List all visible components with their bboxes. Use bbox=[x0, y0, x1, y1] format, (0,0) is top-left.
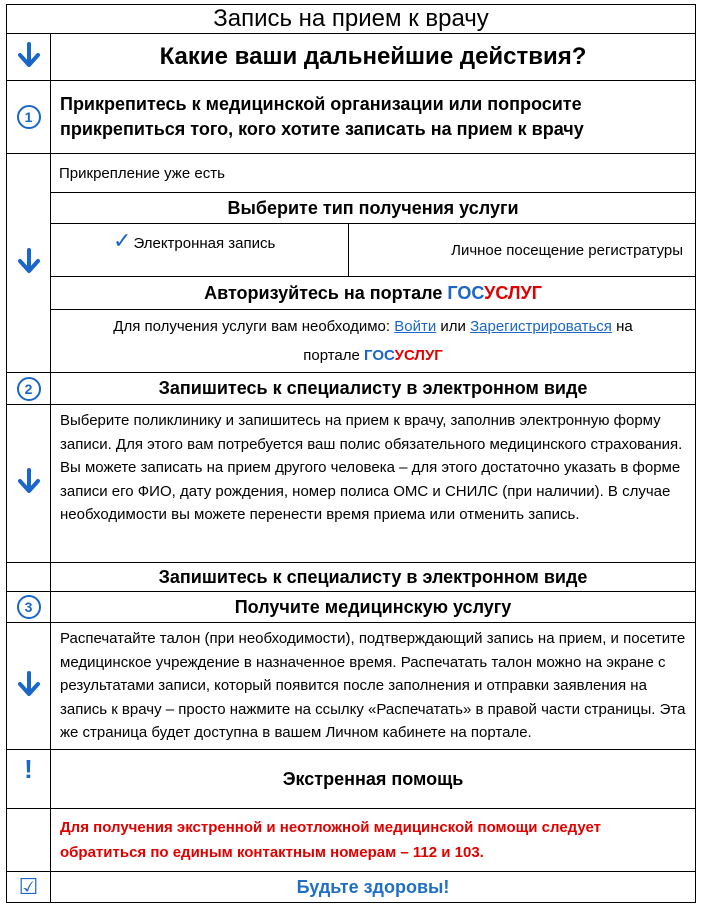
step3-heading: Получите медицинскую услугу bbox=[51, 592, 696, 623]
arrow-down-icon bbox=[18, 42, 40, 73]
final-message: Будьте здоровы! bbox=[51, 872, 696, 903]
exclamation-icon: ! bbox=[24, 754, 33, 784]
step3-text: Распечатайте талон (при необходимости), подтверждающий запись на прием, и посетите медицинское учреждение в назначенное время. Распечатать талон можно на экране с результатами записи, который появится после заполнения и отправки заявления на запись к врачу – просто нажмите на ссылку «Распечатать» в правой части страницы. Эта же страница будет доступна в вашем Личном кабинете на портале. bbox=[51, 623, 696, 750]
step2-heading-repeat: Запишитесь к специалисту в электронном виде bbox=[51, 563, 696, 592]
step2-text: Выберите поликлинику и запишитесь на прием к врачу, заполнив электронную форму записи. Для этого вам потребуется ваш полис обязательного медицинского страхования. Вы можете записать на прием другого человека – для этого достаточно указать в форме записи его ФИО, дату рождения, номер полиса ОМС и СНИЛС (при наличии). В случае необходимости вы можете перенести время приема или отменить запись. bbox=[51, 405, 696, 563]
option-electronic[interactable] bbox=[51, 224, 349, 277]
emergency-text: Для получения экстренной и неотложной медицинской помощи следует обратиться по единым контактным номерам – 112 и 103. bbox=[51, 809, 696, 872]
emergency-heading: Экстренная помощь bbox=[51, 750, 696, 809]
page-title: Запись на прием к врачу bbox=[7, 5, 696, 34]
step2-heading: Запишитесь к специалисту в электронном виде bbox=[51, 373, 696, 405]
gosuslugi-logo: ГОСУСЛУГ bbox=[364, 347, 443, 364]
auth-heading: Авторизуйтесь на портале ГОСУСЛУГ bbox=[51, 277, 696, 310]
option-visit[interactable] bbox=[349, 224, 696, 277]
circled-number-1-icon: 1 bbox=[17, 105, 41, 129]
step1-instruction: Прикрепитесь к медицинской организации или попросите прикрепиться того, кого хотите записать на прием к врачу bbox=[51, 81, 696, 154]
choose-type-heading: Выберите тип получения услуги bbox=[51, 193, 696, 224]
appointment-table bbox=[6, 4, 696, 903]
option-visit-label: Личное посещение регистратуры bbox=[451, 241, 684, 259]
arrow-down-icon bbox=[18, 468, 40, 499]
gosuslugi-logo: ГОСУСЛУГ bbox=[447, 282, 542, 303]
attachment-exists-label: Прикрепление уже есть bbox=[51, 154, 696, 193]
checkmark-icon: ✓ bbox=[113, 228, 132, 253]
circled-number-2-icon: 2 bbox=[17, 377, 41, 401]
register-link[interactable]: Зарегистрироваться bbox=[470, 318, 612, 335]
circled-number-3-icon: 3 bbox=[17, 595, 41, 619]
auth-text: Для получения услуги вам необходимо: Войти или Зарегистрироваться на портале ГОСУСЛУГ bbox=[51, 310, 696, 373]
question-heading: Какие ваши дальнейшие действия? bbox=[51, 34, 696, 81]
checkbox-icon: ☑ bbox=[18, 874, 39, 899]
login-link[interactable]: Войти bbox=[394, 318, 437, 335]
arrow-down-icon bbox=[18, 671, 40, 702]
arrow-down-icon bbox=[18, 248, 40, 279]
option-electronic-label: Электронная запись bbox=[133, 235, 276, 252]
